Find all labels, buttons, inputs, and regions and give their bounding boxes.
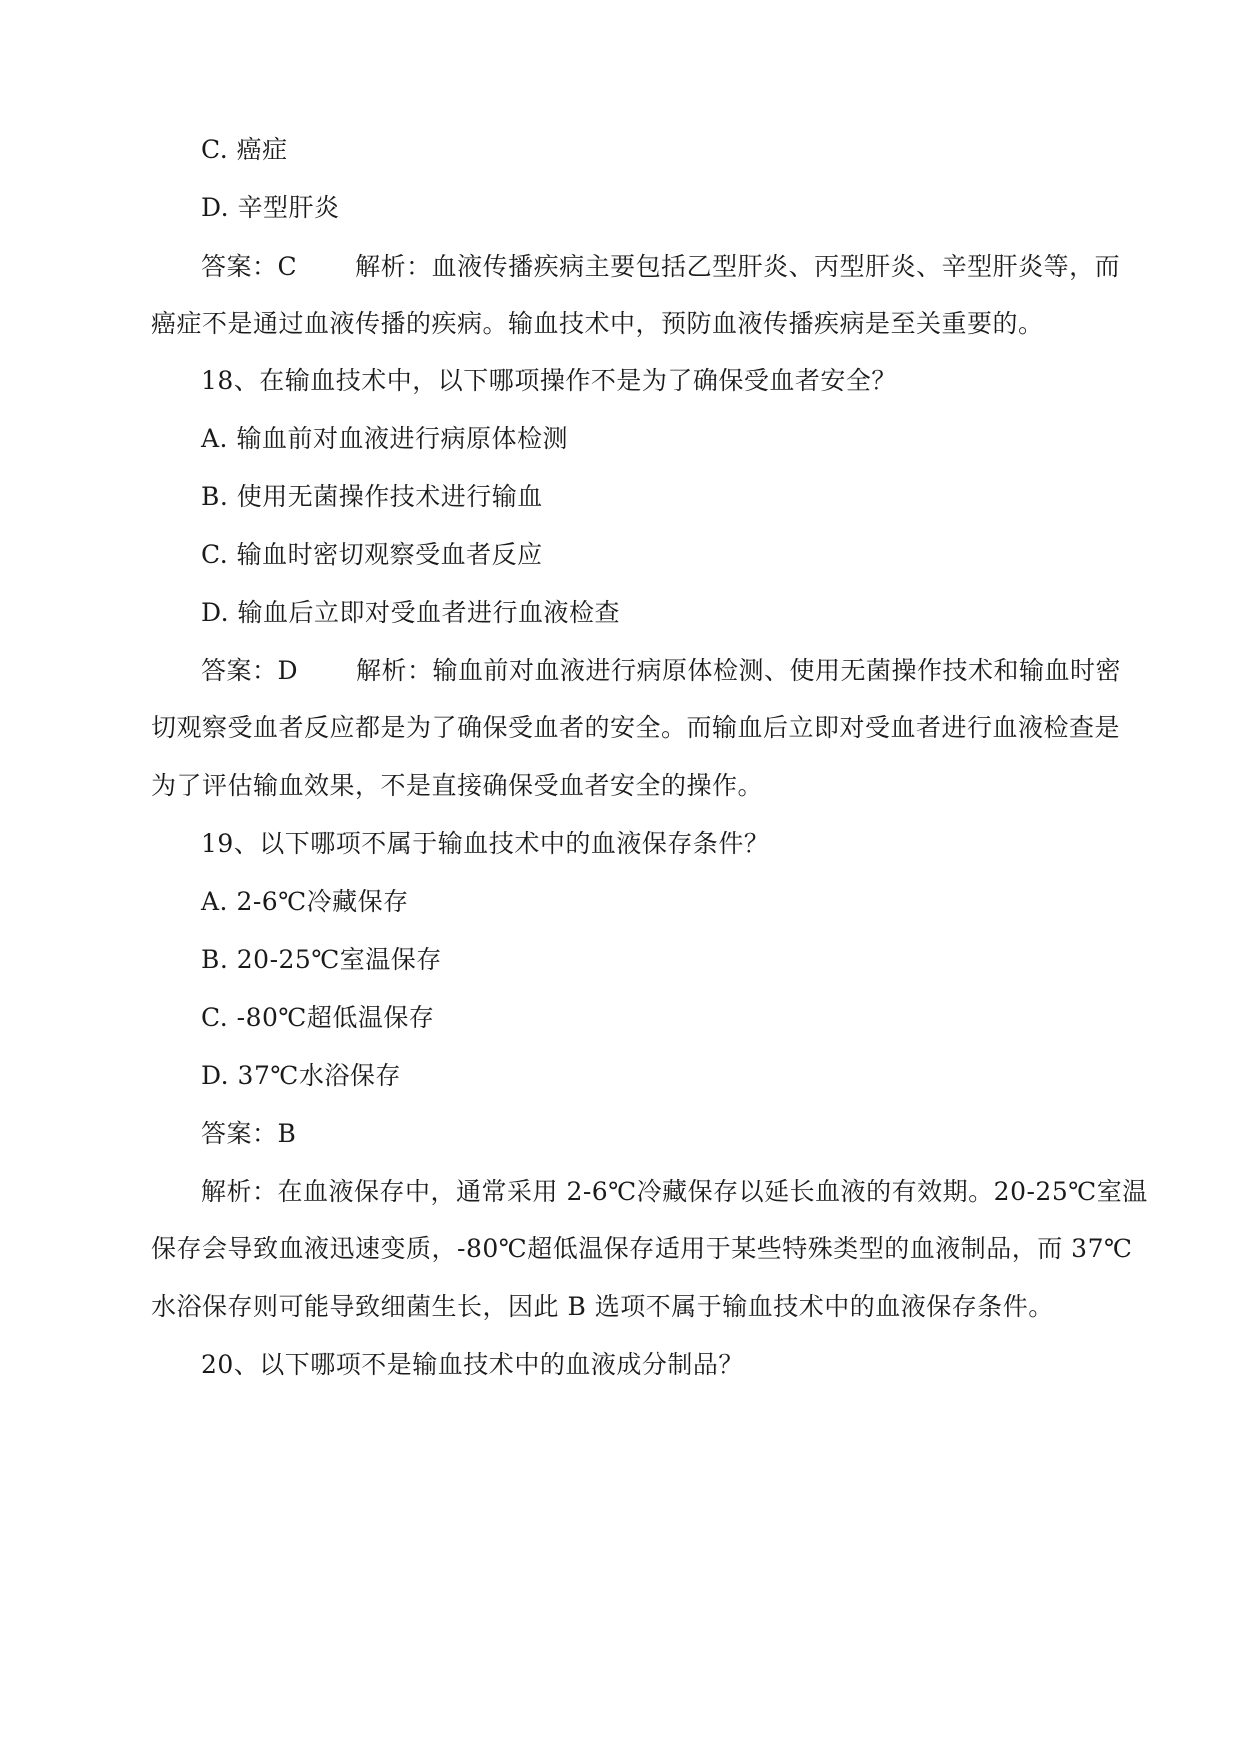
q19-answer: 答案：B [201, 1119, 297, 1148]
q19-analysis-line1: 解析：在血液保存中，通常采用 2-6℃冷藏保存以延长血液的有效期。20-25℃室温 [201, 1177, 1148, 1206]
q18-option-a: A. 输血前对血液进行病原体检测 [201, 424, 568, 453]
q19-option-c: C. -80℃超低温保存 [201, 1003, 435, 1032]
q17-option-d: D. 辛型肝炎 [201, 193, 340, 222]
q18-question: 18、在输血技术中，以下哪项操作不是为了确保受血者安全？ [201, 366, 897, 395]
q18-answer: 答案：D [201, 656, 299, 685]
q19-option-a: A. 2-6℃冷藏保存 [201, 887, 409, 916]
q17-analysis-line1: 解析：血液传播疾病主要包括乙型肝炎、丙型肝炎、辛型肝炎等，而 [355, 252, 1121, 281]
q17-answer-row [201, 250, 1120, 284]
q18-analysis-line2: 切观察受血者反应都是为了确保受血者的安全。而输血后立即对受血者进行血液检查是 [151, 713, 1121, 742]
q17-answer: 答案：C [201, 252, 298, 281]
q18-analysis-line1: 解析：输血前对血液进行病原体检测、使用无菌操作技术和输血时密 [356, 656, 1122, 685]
q18-option-c: C. 输血时密切观察受血者反应 [201, 540, 543, 569]
q19-question: 19、以下哪项不属于输血技术中的血液保存条件？ [201, 829, 770, 858]
q17-analysis-line2: 癌症不是通过血液传播的疾病。输血技术中，预防血液传播疾病是至关重要的。 [151, 309, 1044, 338]
q18-option-d: D. 输血后立即对受血者进行血液检查 [201, 598, 621, 627]
q19-option-b: B. 20-25℃室温保存 [201, 945, 442, 974]
q19-option-d: D. 37℃水浴保存 [201, 1061, 401, 1090]
q18-answer-row [201, 654, 1121, 688]
q19-analysis-line2: 保存会导致血液迅速变质，-80℃超低温保存适用于某些特殊类型的血液制品，而 37℃ [151, 1234, 1133, 1263]
q19-analysis-line3: 水浴保存则可能导致细菌生长，因此 B 选项不属于输血技术中的血液保存条件。 [151, 1292, 1054, 1321]
q20-question: 20、以下哪项不是输血技术中的血液成分制品？ [201, 1350, 744, 1379]
q18-option-b: B. 使用无菌操作技术进行输血 [201, 482, 543, 511]
q18-analysis-line3: 为了评估输血效果，不是直接确保受血者安全的操作。 [151, 771, 764, 800]
q17-option-c: C. 癌症 [201, 135, 288, 164]
